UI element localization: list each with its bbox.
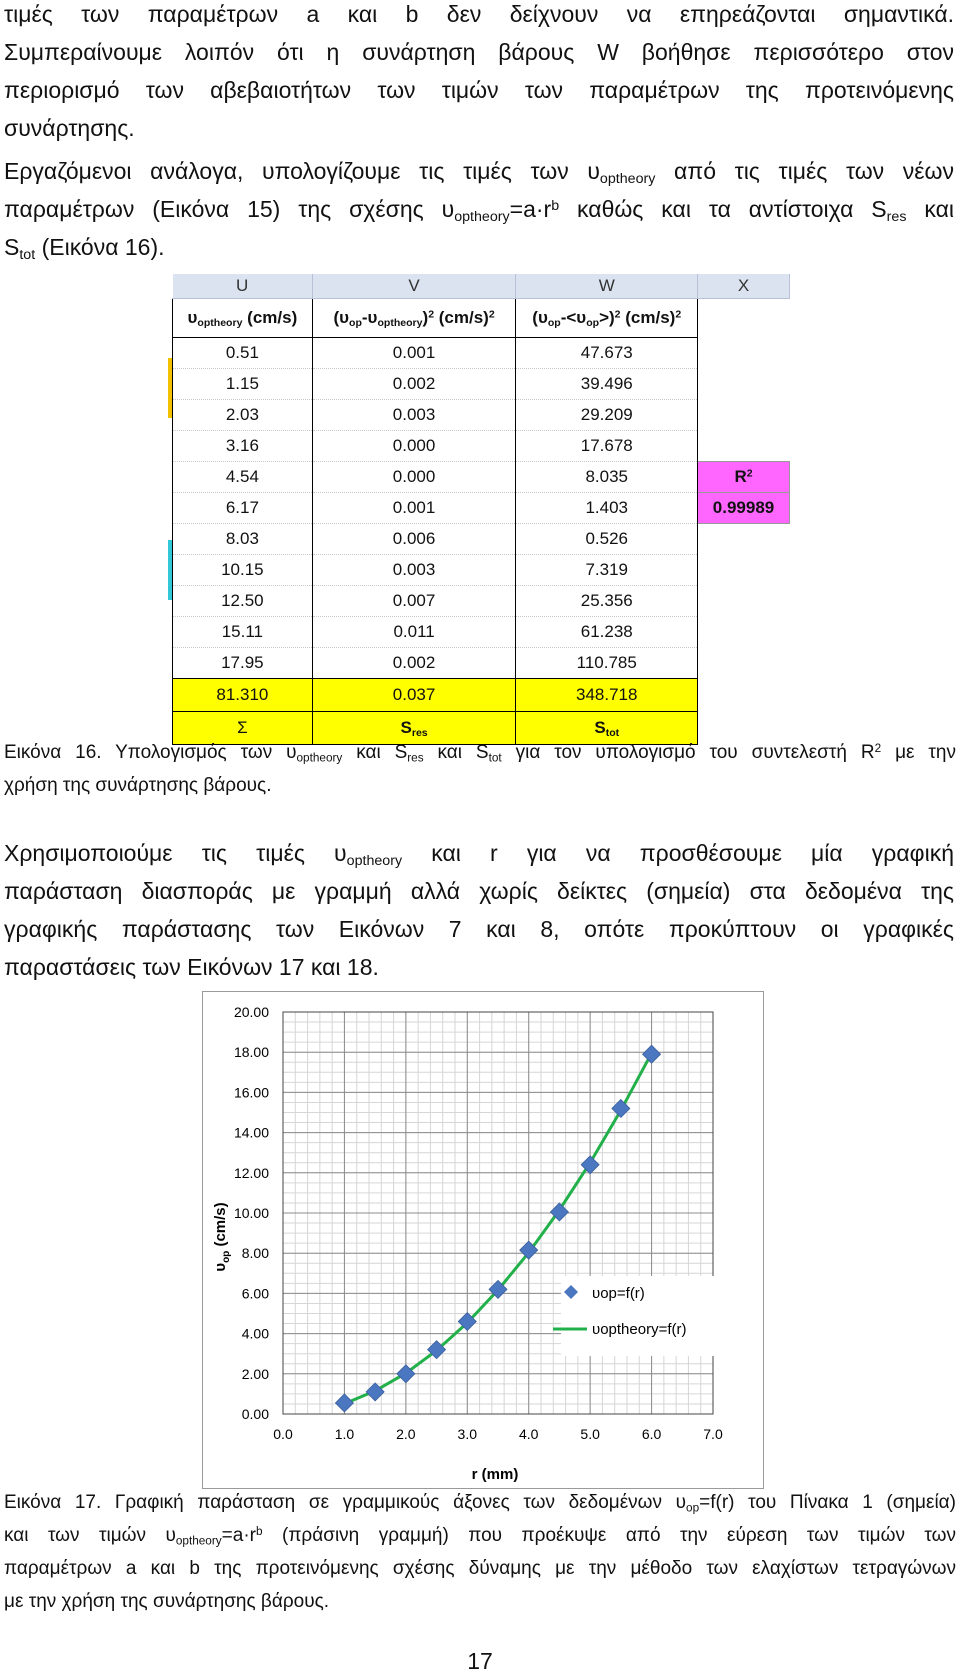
cell[interactable]: 47.673	[516, 338, 698, 369]
empty-cell[interactable]	[698, 369, 790, 400]
y-tick-label: 4.00	[241, 1325, 269, 1342]
column-header-v[interactable]: V	[312, 274, 516, 299]
empty-cell[interactable]	[698, 338, 790, 369]
caption-line: χρήση της συνάρτησης βάρους.	[4, 775, 272, 796]
r-squared-value-cell[interactable]: 0.99989	[698, 493, 790, 524]
y-tick-label: 14.00	[233, 1124, 269, 1141]
table-row	[173, 462, 790, 493]
data-point-marker	[643, 1045, 661, 1063]
y-tick-label: 0.00	[241, 1406, 269, 1422]
cell[interactable]: 2.03	[173, 400, 313, 431]
page-number: 17	[467, 1648, 493, 1674]
text-line: παραμέτρων (Εικόνα 15) της σχέσης $\upsilon_{optheory}=a\cdot r^b$ καθώς και τα αντίστοιχα $S_{res}$ και	[4, 196, 954, 225]
y-tick-label: 16.00	[233, 1084, 269, 1101]
empty-cell[interactable]	[698, 555, 790, 586]
empty-cell[interactable]	[698, 431, 790, 462]
text-line: Εργαζόμενοι ανάλογα, υπολογίζουμε τις τιμές των $\upsilon_{optheory}$ από τις τιμές των νέων	[4, 158, 955, 187]
caption-line: παραμέτρων a και b της προτεινόμενης σχέσης δύναμης με την μέθοδο των ελαχίστων τετραγώνων	[4, 1558, 956, 1579]
table-row	[173, 400, 790, 431]
cell[interactable]: 0.003	[312, 400, 516, 431]
header-total[interactable]: $(\upsilon_{op}-<\upsilon_{op}>)^2$ $(cm/s)^2$	[516, 299, 698, 338]
y-tick-label: 20.00	[233, 1004, 269, 1020]
cell[interactable]: 29.209	[516, 400, 698, 431]
x-tick-label: 3.0	[457, 1426, 478, 1442]
cell[interactable]: 8.03	[173, 524, 313, 555]
figure-17-caption	[4, 1486, 956, 1618]
cell[interactable]: 39.496	[516, 369, 698, 400]
cell[interactable]: 6.17	[173, 493, 313, 524]
legend-label-data: υop=f(r)	[592, 1285, 645, 1302]
text-line: περιορισμό των αβεβαιοτήτων των τιμών των παραμέτρων της προτεινόμενης	[4, 77, 954, 103]
cell[interactable]: 7.319	[516, 555, 698, 586]
text-line: τιμές των παραμέτρων a και b δεν δείχνουν να επηρεάζονται σημαντικά.	[4, 1, 954, 27]
cell[interactable]: 0.006	[312, 524, 516, 555]
x-tick-label: 6.0	[641, 1426, 662, 1442]
x-tick-label: 5.0	[580, 1426, 600, 1442]
empty-cell[interactable]	[698, 617, 790, 648]
scatter-chart	[203, 992, 763, 1488]
empty-cell[interactable]	[698, 586, 790, 617]
cell[interactable]: 0.000	[312, 462, 516, 493]
text-line: $S_{tot}$ (Εικόνα 16).	[4, 234, 165, 263]
cell[interactable]: 12.50	[173, 586, 313, 617]
x-tick-label: 7.0	[703, 1426, 723, 1442]
cell[interactable]: 1.403	[516, 493, 698, 524]
cell[interactable]: 8.035	[516, 462, 698, 493]
y-tick-label: 2.00	[241, 1365, 269, 1382]
spreadsheet-table	[172, 274, 790, 745]
cell[interactable]: 0.51	[173, 338, 313, 369]
data-point-marker	[335, 1394, 353, 1412]
cell[interactable]: 0.526	[516, 524, 698, 555]
cell[interactable]: 25.356	[516, 586, 698, 617]
table-row	[173, 338, 790, 369]
cell[interactable]: 0.003	[312, 555, 516, 586]
column-header-w[interactable]: W	[516, 274, 698, 299]
y-tick-label: 6.00	[241, 1285, 269, 1302]
cell[interactable]: 17.95	[173, 648, 313, 679]
y-tick-label: 8.00	[241, 1245, 269, 1262]
x-tick-label: 1.0	[334, 1426, 355, 1442]
cell[interactable]: 61.238	[516, 617, 698, 648]
cell[interactable]: 1.15	[173, 369, 313, 400]
text-line: παράσταση διασποράς με γραμμή αλλά χωρίς δείκτες (σημεία) στα δεδομένα της	[4, 878, 954, 904]
sum-cell[interactable]: 81.310	[173, 679, 313, 712]
cell[interactable]: 0.002	[312, 648, 516, 679]
legend-label-theory: υoptheory=f(r)	[592, 1321, 687, 1338]
header-u-optheory[interactable]: $\upsilon_{optheory}$ (cm/s)	[173, 299, 313, 338]
cell[interactable]: 15.11	[173, 617, 313, 648]
table-row	[173, 555, 790, 586]
sum-cell[interactable]: 0.037	[312, 679, 516, 712]
table-row	[173, 431, 790, 462]
y-axis-label: $\upsilon_{op}$ (cm/s)	[212, 1202, 232, 1272]
cell[interactable]: 0.001	[312, 493, 516, 524]
legend	[553, 1276, 751, 1356]
cell[interactable]: 0.002	[312, 369, 516, 400]
column-header-u[interactable]: U	[173, 274, 313, 299]
paragraph-calculation	[4, 152, 954, 266]
empty-cell[interactable]	[698, 679, 790, 712]
totals-row	[173, 679, 790, 712]
paragraph-chart-intro	[4, 834, 954, 986]
chart-frame	[202, 991, 764, 1489]
cell[interactable]: 4.54	[173, 462, 313, 493]
x-tick-label: 0.0	[273, 1426, 293, 1442]
y-tick-label: 12.00	[233, 1164, 269, 1181]
y-tick-label: 18.00	[233, 1044, 269, 1061]
header-residual[interactable]: $(\upsilon_{op}-\upsilon_{optheory})^2$ $(cm/s)^2$	[312, 299, 516, 338]
empty-cell[interactable]	[698, 400, 790, 431]
table-row	[173, 524, 790, 555]
x-tick-label: 2.0	[396, 1426, 416, 1442]
table-row	[173, 617, 790, 648]
text-line: Συμπεραίνουμε λοιπόν ότι η συνάρτηση βάρους W βοήθησε περισσότερο στον	[4, 39, 954, 65]
table-row	[173, 648, 790, 679]
paragraph-intro	[4, 0, 954, 147]
x-tick-label: 4.0	[518, 1426, 539, 1442]
cell[interactable]: 0.000	[312, 431, 516, 462]
cell[interactable]: 17.678	[516, 431, 698, 462]
text-line: παραστάσεις των Εικόνων 17 και 18.	[4, 954, 379, 980]
x-axis-label: r (mm)	[471, 1466, 519, 1483]
column-header-x[interactable]: X	[698, 274, 790, 299]
caption-line: Εικόνα 16. Υπολογισμός των $\upsilon_{optheory}$ και $S_{res}$ και $S_{tot}$ για τον υπολογισμό του συντελεστή $R^2$ με την	[4, 742, 956, 765]
text-line: συνάρτησης.	[4, 115, 135, 141]
table-row	[173, 369, 790, 400]
sigma-label[interactable]: Σ	[173, 712, 313, 745]
table-row	[173, 586, 790, 617]
y-tick-label: 10.00	[233, 1205, 269, 1221]
cell[interactable]: 0.011	[312, 617, 516, 648]
cell[interactable]: 3.16	[173, 431, 313, 462]
table-row	[173, 493, 790, 524]
sum-cell[interactable]: 348.718	[516, 679, 698, 712]
caption-line: και των τιμών $\upsilon_{optheory}=a\cdot r^b$ (πράσινη γραμμή) που προέκυψε από την εύρεση των τιμών των	[4, 1525, 957, 1548]
caption-line: Εικόνα 17. Γραφική παράσταση σε γραμμικούς άξονες των δεδομένων $\upsilon_{op}=f(r)$ του Πίνακα 1 (σημεία)	[4, 1492, 956, 1515]
sres-label[interactable]: $S_{res}$	[312, 712, 516, 745]
empty-cell[interactable]	[698, 299, 790, 338]
text-line: Χρησιμοποιούμε τις τιμές $\upsilon_{optheory}$ και r για να προσθέσουμε μία γραφική	[4, 840, 954, 869]
cell[interactable]: 0.001	[312, 338, 516, 369]
figure-16-caption	[4, 736, 956, 802]
caption-line: με την χρήση της συνάρτησης βάρους.	[4, 1591, 330, 1612]
empty-cell[interactable]	[698, 648, 790, 679]
cell[interactable]: 110.785	[516, 648, 698, 679]
r-squared-label-cell[interactable]: $R^2$	[698, 462, 790, 493]
cell[interactable]: 10.15	[173, 555, 313, 586]
empty-cell[interactable]	[698, 524, 790, 555]
cell[interactable]: 0.007	[312, 586, 516, 617]
text-line: γραφικής παράστασης των Εικόνων 7 και 8, οπότε προκύπτουν οι γραφικές	[4, 916, 954, 942]
stot-label[interactable]: $S_{tot}$	[516, 712, 698, 745]
